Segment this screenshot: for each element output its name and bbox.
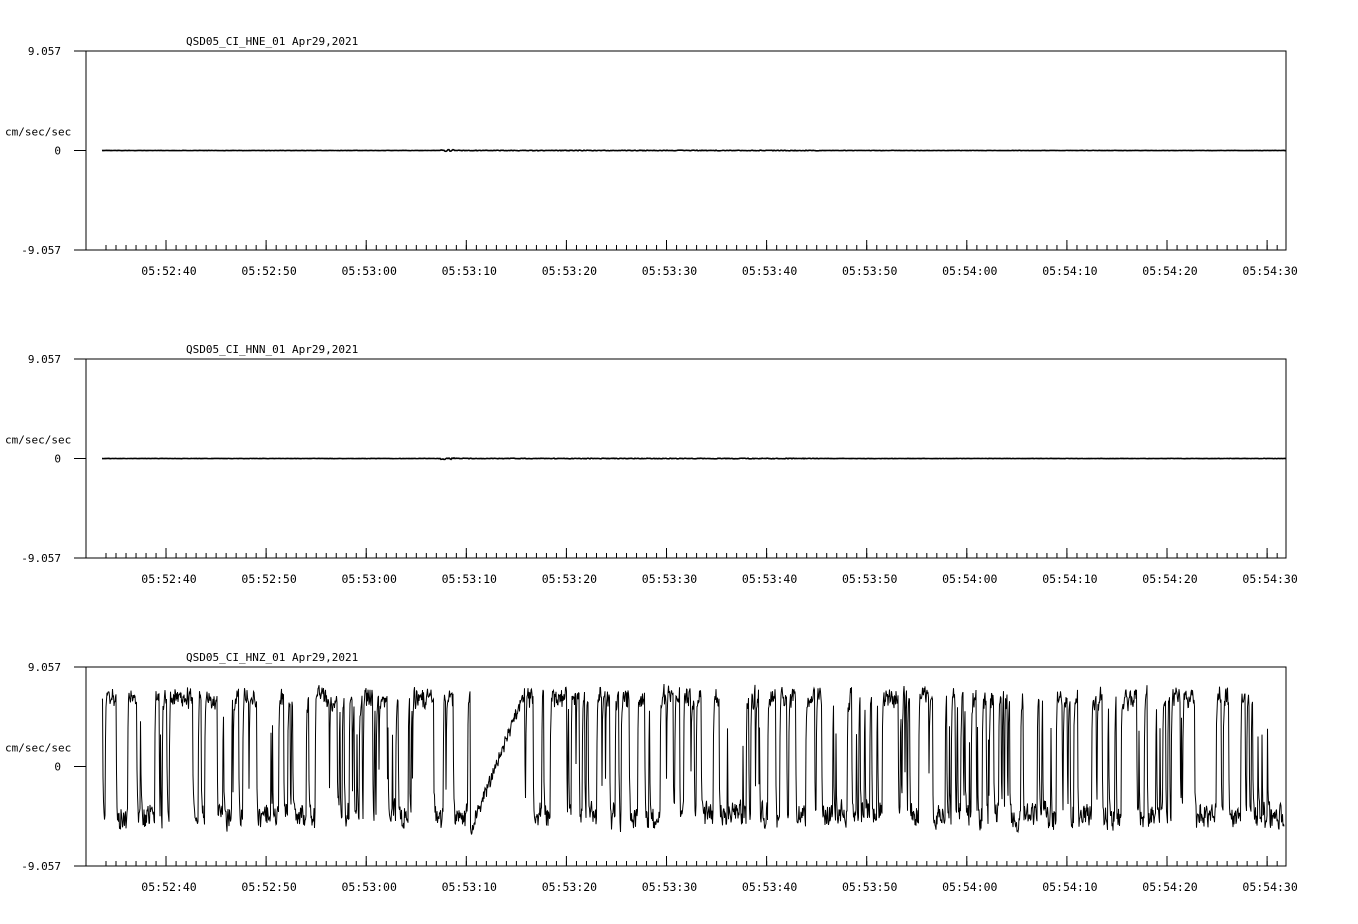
x-tick-label: 05:52:40	[141, 572, 197, 586]
x-tick-label: 05:54:10	[1042, 572, 1098, 586]
y-tick-label: 0	[54, 144, 61, 158]
x-tick-label: 05:53:50	[842, 572, 898, 586]
seismic-trace	[102, 458, 1286, 460]
y-axis-label: cm/sec/sec	[5, 125, 72, 139]
y-tick-label: 0	[54, 760, 61, 774]
y-tick-label: -9.057	[21, 552, 61, 565]
seismogram-panel-3	[5, 651, 1298, 894]
x-tick-label: 05:53:30	[641, 572, 698, 586]
x-tick-label: 05:52:50	[241, 572, 297, 586]
x-tick-label: 05:54:30	[1242, 264, 1298, 278]
x-tick-label: 05:53:20	[541, 572, 598, 586]
chart-title: QSD05_CI_HNE_01 Apr29,2021	[186, 35, 359, 48]
y-tick-label: 9.057	[27, 45, 61, 58]
seismogram-panel-2	[5, 343, 1298, 586]
x-tick-label: 05:53:40	[741, 264, 798, 278]
x-tick-label: 05:53:40	[741, 880, 798, 894]
x-tick-label: 05:53:10	[441, 264, 497, 278]
x-tick-label: 05:53:30	[641, 880, 698, 894]
seismic-trace	[102, 684, 1284, 835]
x-tick-label: 05:53:20	[541, 880, 598, 894]
y-tick-label: 0	[54, 452, 61, 466]
x-tick-label: 05:54:30	[1242, 572, 1298, 586]
x-tick-label: 05:53:00	[341, 572, 397, 586]
x-tick-label: 05:53:10	[441, 572, 497, 586]
y-tick-label: 9.057	[27, 353, 61, 366]
x-tick-label: 05:54:00	[942, 880, 998, 894]
y-axis-label: cm/sec/sec	[5, 741, 72, 755]
x-tick-label: 05:53:30	[641, 264, 698, 278]
x-tick-label: 05:53:00	[341, 264, 397, 278]
x-tick-label: 05:53:20	[541, 264, 598, 278]
x-tick-label: 05:54:10	[1042, 264, 1098, 278]
x-tick-label: 05:54:20	[1142, 880, 1198, 894]
chart-title: QSD05_CI_HNN_01 Apr29,2021	[186, 343, 359, 356]
x-tick-label: 05:53:50	[842, 880, 898, 894]
chart-title: QSD05_CI_HNZ_01 Apr29,2021	[186, 651, 359, 664]
x-tick-label: 05:54:00	[942, 572, 998, 586]
x-tick-label: 05:53:10	[441, 880, 497, 894]
x-tick-label: 05:52:40	[141, 880, 197, 894]
x-tick-label: 05:54:20	[1142, 572, 1198, 586]
y-tick-label: -9.057	[21, 244, 61, 257]
y-tick-label: 9.057	[27, 661, 61, 674]
x-tick-label: 05:54:30	[1242, 880, 1298, 894]
x-tick-label: 05:54:00	[942, 264, 998, 278]
x-tick-label: 05:53:40	[741, 572, 798, 586]
seismic-trace	[102, 150, 1286, 152]
x-tick-label: 05:52:50	[241, 264, 297, 278]
seismogram-panel-1	[5, 35, 1298, 278]
x-tick-label: 05:52:50	[241, 880, 297, 894]
x-tick-label: 05:52:40	[141, 264, 197, 278]
x-tick-label: 05:54:10	[1042, 880, 1098, 894]
y-tick-label: -9.057	[21, 860, 61, 873]
x-tick-label: 05:53:00	[341, 880, 397, 894]
x-tick-label: 05:53:50	[842, 264, 898, 278]
y-axis-label: cm/sec/sec	[5, 433, 72, 447]
x-tick-label: 05:54:20	[1142, 264, 1198, 278]
